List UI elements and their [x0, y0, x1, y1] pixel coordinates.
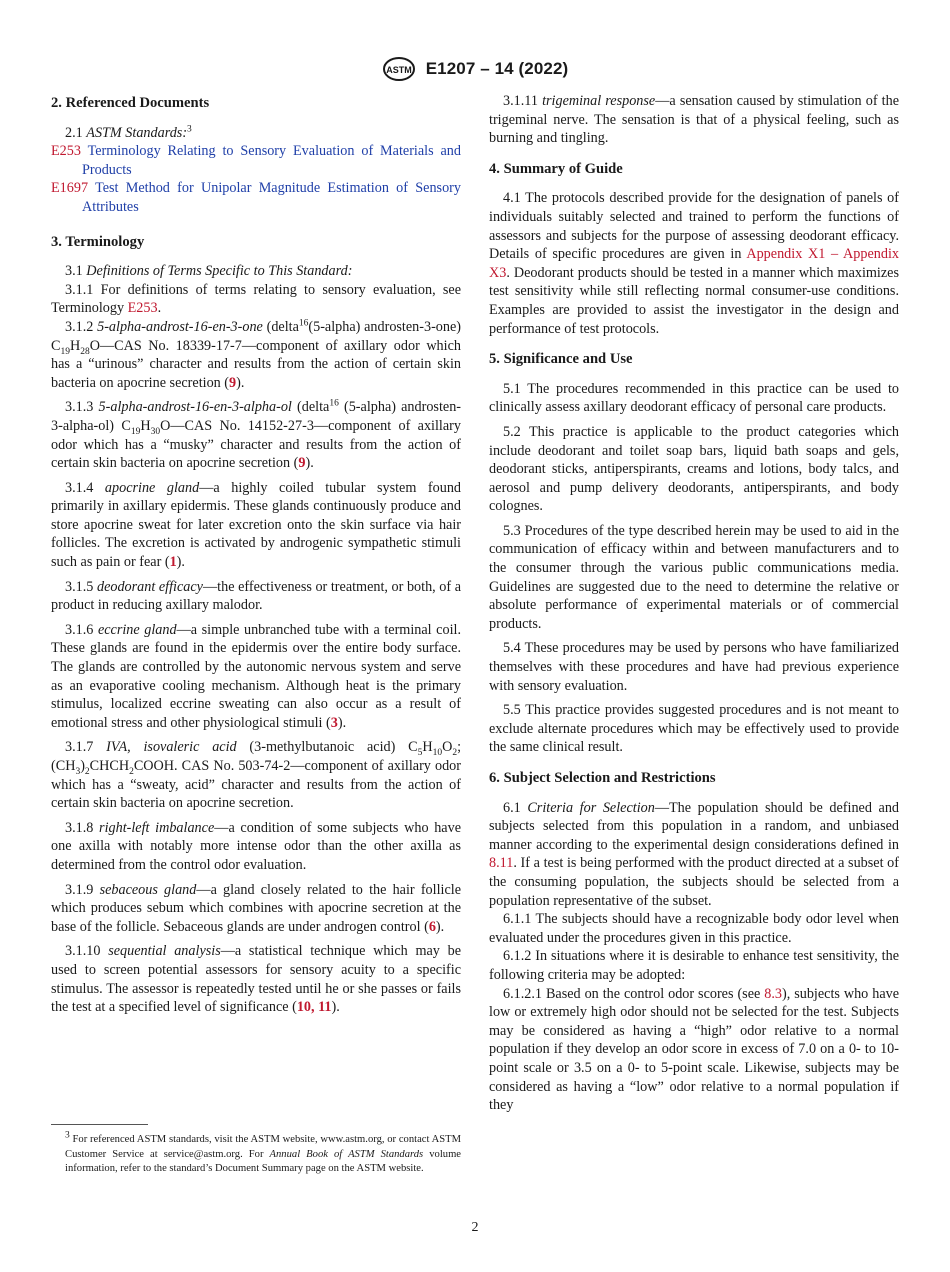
- para-4-1: 4.1 The protocols described provide for the designation of panels of individuals suitably selected and trained to perform the functions of assessors and subjects for the purpose of assessing deodorant efficacy. Details of specific procedures are given in Appendix X1 – Appendix X3. Deodorant products should be tested in a manner which maximizes test sensitivity while still reflecting normal consumer-use conditions. Examples are provided to assist the investigator in the design and performance of test protocols.: [489, 190, 899, 337]
- para-5-1: 5.1 The procedures recommended in this practice can be used to clinically assess axillary deodorant efficacy of personal care products.: [489, 380, 899, 416]
- section-6-heading: 6. Subject Selection and Restrictions: [489, 770, 716, 786]
- section-3-heading: 3. Terminology: [51, 233, 145, 250]
- svg-text:ASTM: ASTM: [385, 65, 412, 75]
- citation-6[interactable]: 6: [428, 918, 436, 935]
- citation-9[interactable]: 9: [298, 455, 306, 472]
- link-8-3[interactable]: 8.3: [764, 985, 782, 1002]
- para-3-1-7: 3.1.7 IVA, isovaleric acid (3-methylbutanoic acid) $C_5H_{10}O_2$; $(CH_3)_2CHCH_2COOH$. CAS No. 503-74-2—component of axillary odor which has a “sweaty, acid” character and results from the action of certain skin bacteria on apocrine secretion.: [51, 739, 462, 812]
- link-e253[interactable]: E253: [127, 300, 158, 317]
- right-column: [489, 92, 899, 1115]
- para-5-5: 5.5 This practice provides suggested procedures and is not meant to exclude alternate procedures which may be effectively used to provide the same clinical result.: [489, 702, 899, 756]
- citation-9[interactable]: 9: [229, 374, 237, 391]
- para-3-1-9: 3.1.9 sebaceous gland—a gland closely related to the hair follicle which produces sebum which combines with apocrine secretion at the base of the follicle. Sebaceous glands are under androgen control (6).: [51, 881, 462, 935]
- footnote-3: $^3$ For referenced ASTM standards, visit the ASTM website, www.astm.org, or contact ASTM Customer Service at service@astm.org. For Annual Book of ASTM Standards volume information, refer to the standard’s Document Summary page on the ASTM website.: [65, 1130, 462, 1175]
- para-2-1: 2.1 ASTM Standards:$^3$: [65, 123, 192, 141]
- para-6-1: 6.1 Criteria for Selection—The population should be defined and subjects selected from this population in a random, and unbiased manner according to the experimental design considerations defined in 8.11. If a test is being performed with the product directed at a subset of the consuming population, the subjects should be selected from a population representative of the subset.: [489, 799, 900, 909]
- page-header: [0, 56, 950, 82]
- para-3-1-3: 3.1.3 5-alpha-androst-16-en-3-alpha-ol (delta$^{16}$ (5-alpha) androsten-3-alpha-ol) $C_{19}H_{30}O—CAS$ No. 14152-27-3—component of axillary odor which has a “musky” character and results from the action of certain skin bacteria on apocrine secretion (9).: [51, 398, 462, 472]
- section-4-heading: 4. Summary of Guide: [489, 160, 623, 177]
- citation-1[interactable]: 1: [169, 554, 177, 571]
- section-2-heading: 2. Referenced Documents: [51, 95, 210, 111]
- link-appendix-x1-x3[interactable]: Appendix X1 – Appendix X3: [489, 246, 899, 281]
- para-3-1-11: 3.1.11 trigeminal response—a sensation caused by stimulation of the trigeminal nerve. The sensation is that of a physical feeling, such as burning and tingling.: [489, 93, 900, 147]
- para-3-1-5: 3.1.5 deodorant efficacy—the effectiveness or treatment, or both, of a product in reducing axillary malodor.: [51, 578, 462, 614]
- reference-e1697[interactable]: E1697 Test Method for Unipolar Magnitude Estimation of Sensory Attributes: [51, 180, 461, 215]
- para-3-1: 3.1 Definitions of Terms Specific to This Standard:: [65, 263, 353, 280]
- para-3-1-4: 3.1.4 apocrine gland—a highly coiled tubular system found primarily in axillary epidermis. These glands continuously produce and store apocrine sweat for later excretion onto the skin surface via hair follicles. The excretion is activated by androgenic sympathetic stimuli such as pain or fear (1).: [51, 479, 462, 571]
- para-6-1-1: 6.1.1 The subjects should have a recognizable body odor level when evaluated under the procedures given in this practice.: [489, 911, 899, 946]
- para-3-1-2: 3.1.2 5-alpha-androst-16-en-3-one (delta$^{16}$(5-alpha) androsten-3-one) $C_{19}H_{28}O—CAS$ No. 18339-17-7—component of axillary odor which has a “urinous” character and results from the action of certain skin bacteria on apocrine secretion (9).: [51, 318, 462, 391]
- footnote-divider: [51, 1124, 148, 1125]
- link-8-11[interactable]: 8.11: [489, 855, 514, 872]
- page-number: 2: [471, 1220, 479, 1235]
- astm-logo-icon: [382, 56, 416, 82]
- para-6-1-2-1: 6.1.2.1 Based on the control odor scores (see 8.3), subjects who have low or extremely high odor should not be selected for the test. Subjects may be considered as having a “high” odor relative to a normal population if they develop an odor score in excess of 7.0 on a 0- to 10-point scale or 3.5 on a 0- to 5-point scale. Likewise, subjects may be considered as having a “low” odor relative to a normal population if they: [489, 985, 900, 1114]
- reference-e253[interactable]: E253 Terminology Relating to Sensory Evaluation of Materials and Products: [51, 143, 461, 178]
- para-6-1-2: 6.1.2 In situations where it is desirable to enhance test sensitivity, the following criteria may be adopted:: [489, 948, 899, 983]
- para-3-1-1: 3.1.1 For definitions of terms relating to sensory evaluation, see Terminology E253.: [51, 281, 461, 317]
- citation-3[interactable]: 3: [330, 714, 338, 731]
- para-3-1-8: 3.1.8 right-left imbalance—a condition of some subjects who have one axilla with notably more intense odor than the other axilla as determined from the control odor evaluation.: [51, 819, 461, 873]
- para-5-3: 5.3 Procedures of the type described herein may be used to aid in the communication of efficacy within and between manufacturers and to the consumer through the various public communications media. Guidelines are suggested due to the need to determine the relative or absolute performance of experimental materials or of commercial products.: [489, 522, 899, 632]
- left-column: [51, 92, 461, 1023]
- para-3-1-6: 3.1.6 eccrine gland—a simple unbranched tube with a terminal coil. These glands are found in the epidermis over the entire body surface. The glands are controlled by the autonomic nervous system and serve as an evaporative cooling mechanism. Although heat is the primary stimulus, localized eccrine sweating can also occur as a result of emotional stress and other physiological stimuli (3).: [51, 621, 461, 731]
- para-3-1-10: 3.1.10 sequential analysis—a statistical technique which may be used to screen potential assessors for sensory acuity to a specific stimulus. The assessor is repeatedly tested until he or she passes or fails the test at a specified level of significance (10, 11).: [51, 943, 462, 1016]
- document-designation: E1207 – 14 (2022): [425, 59, 569, 78]
- para-5-4: 5.4 These procedures may be used by persons who have familiarized themselves with these procedures and have had previous experience with sensory evaluation.: [489, 640, 899, 694]
- para-5-2: 5.2 This practice is applicable to the product categories which include deodorant and toilet soap bars, liquid bath soaps and gels, deodorant sticks, antiperspirants, creams and lotions, body talcs, and aerosol and pump delivery deodorants, antiperspirants, and body colognes.: [489, 423, 899, 515]
- citation-10-11[interactable]: 10, 11: [296, 999, 332, 1016]
- section-5-heading: 5. Significance and Use: [489, 351, 633, 368]
